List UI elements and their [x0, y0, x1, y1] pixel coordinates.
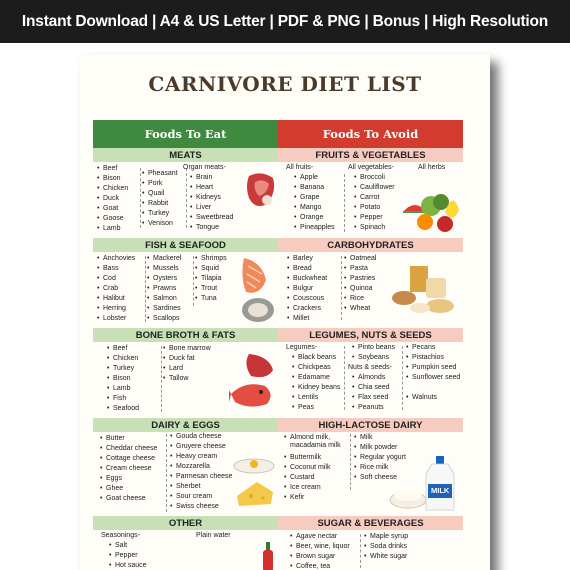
list-item: • Anchovies: [103, 255, 135, 263]
fish-seafood-section: [93, 252, 278, 328]
all-herbs-label: All herbs: [418, 164, 446, 171]
carbohydrates-section: [278, 252, 463, 328]
list-item: • Lentils: [298, 394, 318, 402]
high-lactose-dairy-section: [278, 432, 463, 516]
list-item: • Quinoa: [350, 285, 373, 293]
list-item: • Orange: [300, 214, 323, 222]
list-item: • Pistachios: [412, 354, 444, 362]
list-item: • Milk powder: [360, 444, 397, 452]
list-item: • Salt: [115, 542, 127, 550]
list-item: • Pumpkin seed: [412, 364, 456, 372]
other-section: [93, 530, 278, 570]
divider: [350, 434, 351, 490]
other-heading: OTHER: [93, 516, 278, 530]
list-item: • Trout: [201, 285, 217, 293]
list-item: • Black beans: [298, 354, 336, 362]
meats-heading: MEATS: [93, 148, 278, 162]
list-item: • Pastries: [350, 275, 375, 283]
list-item: • Peanuts: [358, 404, 384, 412]
list-item: • Goat: [103, 205, 118, 213]
list-item: • Gouda cheese: [176, 433, 222, 441]
dairy-eggs-heading: DAIRY & EGGS: [93, 418, 278, 432]
list-item: • Maple syrup: [370, 533, 408, 541]
list-item: • Oatmeal: [350, 255, 376, 263]
list-item: • Kidney beans: [298, 384, 340, 392]
list-item: • Rice: [350, 295, 364, 303]
list-item: • Beef: [103, 165, 117, 173]
fruits-vegetables-heading: FRUITS & VEGETABLES: [278, 148, 463, 162]
list-item: • Soft cheese: [360, 474, 397, 482]
meat-steak-icon: [245, 170, 277, 210]
fish-seafood-heading: FISH & SEAFOOD: [93, 238, 278, 252]
list-item: • Herring: [103, 305, 126, 313]
list-item: • Venison: [148, 220, 173, 228]
list-item: • Sour cream: [176, 493, 212, 501]
list-item: • Kefir: [290, 494, 304, 502]
list-item: • Squid: [201, 265, 219, 273]
list-item: • Apple: [300, 174, 318, 182]
list-item: • Quail: [148, 190, 164, 198]
list-item: • Cream cheese: [106, 465, 152, 473]
list-item: • Couscous: [293, 295, 324, 303]
list-item: • Custard: [290, 474, 315, 482]
list-item: • Sardines: [153, 305, 181, 313]
fruits-vegetables-section: [278, 162, 463, 238]
list-item: • Banana: [300, 184, 324, 192]
list-item: • Flax seed: [358, 394, 388, 402]
list-item: • Turkey: [148, 210, 169, 218]
list-item: • Pheasant: [148, 170, 178, 178]
list-item: • Pasta: [350, 265, 368, 273]
list-item: • Mackerel: [153, 255, 181, 263]
hot-sauce-icon: [261, 542, 275, 570]
list-item: • Pepper: [360, 214, 383, 222]
salmon-oyster-icon: [238, 256, 276, 326]
list-item: • Cottage cheese: [106, 455, 155, 463]
list-item: • Brain: [196, 174, 212, 182]
list-item: • Wheat: [350, 305, 370, 313]
list-item: • White sugar: [370, 553, 407, 561]
divider: [145, 256, 146, 322]
nuts-seeds-label: Nuts & seeds-: [348, 364, 392, 371]
list-item: • Beer, wine, liquor: [296, 543, 350, 551]
list-item: • Hot sauce: [115, 562, 147, 570]
list-item: • Duck fat: [169, 355, 195, 363]
list-item: • Cauliflower: [360, 184, 395, 192]
sugar-beverages-section: [278, 530, 463, 570]
bone-broth-fats-heading: BONE BROTH & FATS: [93, 328, 278, 342]
divider: [341, 256, 342, 320]
list-item: • Mozzarella: [176, 463, 210, 471]
list-item: • Lamb: [103, 225, 121, 233]
list-item: • Heart: [196, 184, 213, 192]
list-item: • Scallops: [153, 315, 179, 323]
diet-sheet: [80, 54, 490, 570]
divider: [344, 346, 345, 410]
list-item: • Cod: [103, 275, 116, 283]
list-item: • Tilapia: [201, 275, 221, 283]
list-item: • Grape: [300, 194, 319, 202]
dairy-eggs-section: [93, 432, 278, 516]
divider: [193, 256, 194, 306]
foods-to-avoid-header: Foods To Avoid: [278, 120, 463, 148]
divider: [186, 168, 187, 228]
list-item: • Barley: [293, 255, 313, 263]
list-item: • Chia seed: [358, 384, 390, 392]
list-item: • Pepper: [115, 552, 138, 560]
divider: [140, 168, 141, 228]
list-item: • Walnuts: [412, 394, 437, 402]
fish-meat-icon: [229, 352, 277, 414]
divider: [344, 174, 345, 232]
all-fruits-label: All fruits-: [286, 164, 314, 171]
list-item: • Buckwheat: [293, 275, 327, 283]
list-item: • Sherbet: [176, 483, 201, 491]
list-item: • Parmesan cheese: [176, 473, 232, 481]
list-item: • Lobster: [103, 315, 126, 323]
list-item: • Chickpeas: [298, 364, 331, 372]
list-item: • Shrimps: [201, 255, 227, 263]
legumes-nuts-seeds-heading: LEGUMES, NUTS & SEEDS: [278, 328, 463, 342]
list-item: • Peas: [298, 404, 314, 412]
list-item: • Millet: [293, 315, 309, 323]
list-item: • Potato: [360, 204, 380, 212]
list-item: • Seafood: [113, 405, 139, 413]
list-item: • Crab: [103, 285, 118, 293]
list-item: • Pinto beans: [358, 344, 395, 352]
list-item: • Turkey: [113, 365, 134, 373]
carbohydrates-heading: CARBOHYDRATES: [278, 238, 463, 252]
list-item: • Mango: [300, 204, 321, 212]
list-item: • Bison: [103, 175, 121, 183]
organ-meats-label: Organ meats-: [183, 164, 226, 171]
list-item: • Mussels: [153, 265, 179, 273]
list-item: • Soda drinks: [370, 543, 407, 551]
bread-pasta-icon: [390, 262, 460, 316]
meats-section: [93, 162, 278, 238]
list-item: • Tuna: [201, 295, 217, 303]
foods-to-avoid-column: [278, 120, 463, 570]
list-item: • Cheddar cheese: [106, 445, 157, 453]
list-item: • Pork: [148, 180, 162, 188]
list-item: • Liver: [196, 204, 211, 212]
list-item: • Duck: [103, 195, 119, 203]
sugar-beverages-heading: SUGAR & BEVERAGES: [278, 516, 463, 530]
sheet-title: CARNIVORE DIET LIST: [148, 72, 422, 96]
list-item: • Regular yogurt: [360, 454, 406, 462]
list-item: • Broccoli: [360, 174, 385, 182]
all-vegetables-label: All vegetables-: [348, 164, 394, 171]
plain-water-label: Plain water: [196, 532, 231, 539]
list-item: • Eggs: [106, 475, 122, 483]
list-item: • Goat cheese: [106, 495, 146, 503]
list-item: • Gruyere cheese: [176, 443, 226, 451]
list-item: • Almonds: [358, 374, 385, 382]
list-item: • Edamame: [298, 374, 330, 382]
list-item: • Bass: [103, 265, 119, 273]
list-item: • Agave nectar: [296, 533, 337, 541]
legumes-label: Legumes-: [286, 344, 318, 351]
list-item: • Spinach: [360, 224, 385, 232]
list-item: • Oysters: [153, 275, 177, 283]
top-banner: Instant Download | A4 & US Letter | PDF & PNG | Bonus | High Resolution: [0, 0, 570, 43]
list-item: • Ghee: [106, 485, 123, 493]
list-item: • Brown sugar: [296, 553, 335, 561]
bone-broth-fats-section: [93, 342, 278, 418]
list-item: • Sunflower seed: [412, 374, 460, 382]
divider: [402, 346, 403, 410]
list-item: • Lard: [169, 365, 183, 373]
list-item: • Salmon: [153, 295, 177, 303]
list-item: • Rice milk: [360, 464, 388, 472]
list-item: • Almond milk, macadamia milk: [290, 434, 348, 450]
foods-to-eat-column: [93, 120, 278, 570]
list-item: • Ice cream: [290, 484, 321, 492]
eggs-cheese-icon: [231, 452, 277, 510]
list-item: • Tongue: [196, 224, 219, 232]
list-item: • Chicken: [113, 355, 138, 363]
seasonings-label: Seasonings-: [101, 532, 140, 539]
list-item: • Rabbit: [148, 200, 168, 208]
list-item: • Swiss cheese: [176, 503, 219, 511]
divider: [161, 346, 162, 412]
list-item: • Pecans: [412, 344, 435, 352]
milk-label: MILK: [431, 486, 450, 495]
list-item: • Buttermilk: [290, 454, 321, 462]
list-item: • Butter: [106, 435, 125, 443]
list-item: • Pineapples: [300, 224, 335, 232]
fruits-vegetables-icon: [401, 184, 461, 234]
list-item: • Bread: [293, 265, 312, 273]
list-item: • Halibut: [103, 295, 125, 303]
foods-to-eat-header: Foods To Eat: [93, 120, 278, 148]
list-item: • Chicken: [103, 185, 128, 193]
milk-jug-icon: [388, 452, 462, 514]
legumes-nuts-seeds-section: [278, 342, 463, 418]
list-item: • Lamb: [113, 385, 131, 393]
divider: [360, 534, 361, 568]
list-item: • Goose: [103, 215, 124, 223]
list-item: • Carrot: [360, 194, 379, 202]
list-item: • Tallow: [169, 375, 188, 383]
list-item: • Bone marrow: [169, 345, 211, 353]
list-item: • Heavy cream: [176, 453, 217, 461]
list-item: • Soybeans: [358, 354, 389, 362]
list-item: • Coconut milk: [290, 464, 330, 472]
list-item: • Milk: [360, 434, 372, 442]
list-item: • Fish: [113, 395, 126, 403]
list-item: • Bulgur: [293, 285, 313, 293]
list-item: • Prawns: [153, 285, 176, 293]
list-item: • Crackers: [293, 305, 321, 313]
list-item: • Coffee, tea: [296, 563, 330, 570]
list-item: • Beef: [113, 345, 127, 353]
high-lactose-dairy-heading: HIGH-LACTOSE DAIRY: [278, 418, 463, 432]
divider: [166, 434, 167, 512]
list-item: • Bison: [113, 375, 131, 383]
list-item: • Sweetbread: [196, 214, 233, 222]
list-item: • Kidneys: [196, 194, 221, 202]
